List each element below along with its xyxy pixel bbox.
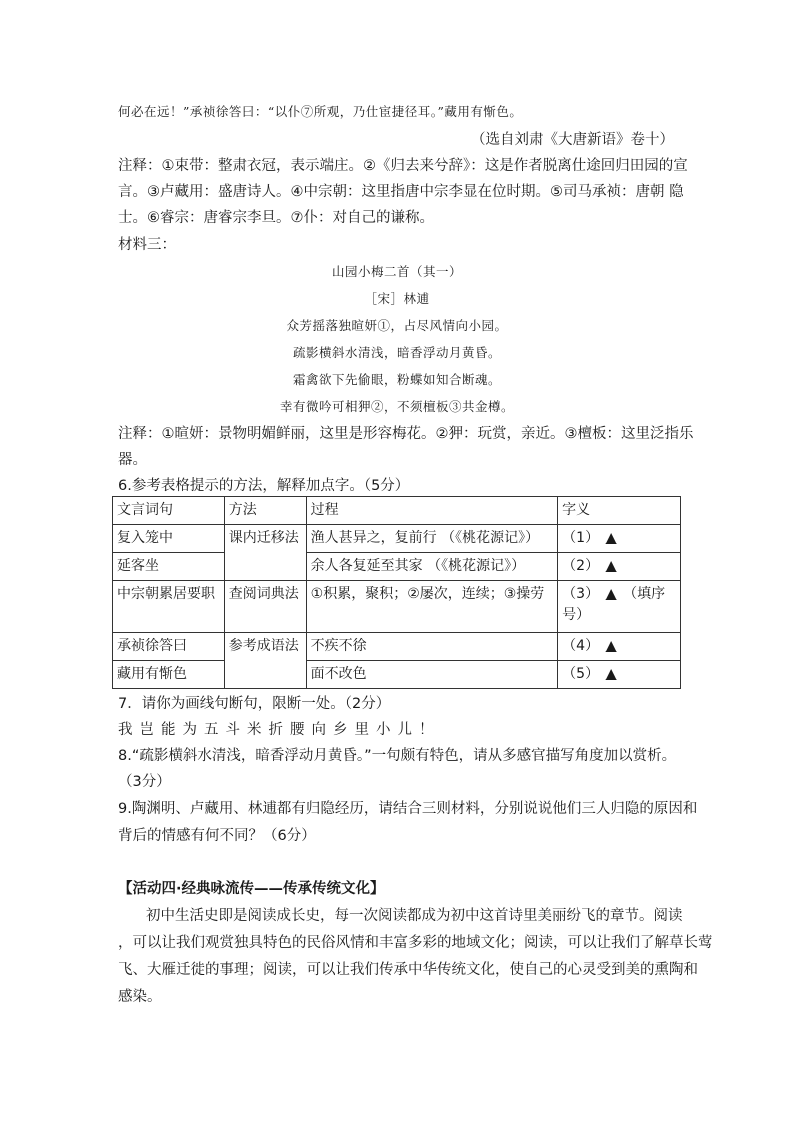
process-cell: 余人各复延至其家 （《桃花源记》） <box>306 553 558 581</box>
answer-number: （2） <box>562 558 600 574</box>
table-header: 文言词句 <box>113 497 225 525</box>
process-cell: 渔人甚异之，复前行 （《桃花源记》） <box>306 525 558 553</box>
poem-line-1: 众芳摇落独暄妍①，占尽风情向小园。 <box>286 318 508 333</box>
process-cell: 不疾不徐 <box>306 633 558 661</box>
answer-cell <box>558 553 681 581</box>
table-header: 方法 <box>224 497 306 525</box>
poem-line-4: 幸有微吟可相狎②，不须檀板③共金樽。 <box>279 399 514 414</box>
method-cell: 查阅词典法 <box>224 581 306 633</box>
activity4-para-line1: 初中生活史即是阅读成长史，每一次阅读都成为初中这首诗里美丽纷飞的章节。阅读 <box>146 908 683 924</box>
answer-blank-1[interactable]: ▲ <box>605 530 617 546</box>
q6-prompt: 6.参考表格提示的方法，解释加点字。（5分） <box>118 478 410 494</box>
activity4-para-line2: ，可以让我们观赏独具特色的民俗风情和丰富多彩的地域文化；阅读，可以让我们了解草长莺 <box>118 935 713 951</box>
material3-note-line1: 注释：①暄妍：景物明媚鲜丽，这里是形容梅花。②狎：玩赏，亲近。③檀板：这里泛指乐 <box>118 426 694 442</box>
word-cell: 承祯徐答曰 <box>113 633 225 661</box>
q7-sentence[interactable]: 我岂能为五斗米折腰向乡里小儿！ <box>118 722 441 738</box>
table-row <box>113 525 681 553</box>
table-row <box>113 553 681 581</box>
answer-number: （3） <box>562 586 600 602</box>
answer-cell <box>558 661 681 689</box>
poem-line-2: 疏影横斜水清浅，暗香浮动月黄昏。 <box>292 345 501 360</box>
table-row <box>113 581 681 633</box>
material2-source: （选自刘肃《大唐新语》卷十） <box>471 132 674 148</box>
answer-number: （5） <box>562 666 600 682</box>
material3-note-line2: 器。 <box>118 452 147 468</box>
word-cell: 藏用有惭色 <box>113 661 225 689</box>
answer-number: （1） <box>562 530 600 546</box>
material2-note-line2: 言。③卢藏用：盛唐诗人。④中宗朝：这里指唐中宗李显在位时期。⑤司马承祯：唐朝 隐 <box>118 184 684 200</box>
answer-cell <box>558 525 681 553</box>
table-header: 过程 <box>306 497 558 525</box>
table-header: 字义 <box>558 497 681 525</box>
process-cell: 面不改色 <box>306 661 558 689</box>
activity4-para-line3: 飞、大雁迁徙的事理；阅读，可以让我们传承中华传统文化，使自己的心灵受到美的熏陶和 <box>118 962 698 978</box>
answer-hint-cont: 号） <box>562 607 591 623</box>
answer-cell <box>558 633 681 661</box>
q7-prompt: 7．请你为画线句断句，限断一处。（2分） <box>118 696 391 712</box>
answer-blank-2[interactable]: ▲ <box>605 558 617 574</box>
method-cell: 课内迁移法 <box>224 525 306 581</box>
poem-title: 山园小梅二首（其一） <box>331 264 462 279</box>
vocab-table <box>112 496 681 689</box>
answer-cell <box>558 581 681 633</box>
material2-note-line3: 士。⑥睿宗：唐睿宗李旦。⑦仆：对自己的谦称。 <box>118 210 434 226</box>
word-cell-text: 复入笼中 <box>117 530 173 546</box>
answer-blank-4[interactable]: ▲ <box>605 638 617 654</box>
process-cell: ①积累，聚积；②屡次，连续；③操劳 <box>306 581 558 633</box>
table-header-row <box>113 497 681 525</box>
answer-blank-5[interactable]: ▲ <box>605 666 617 682</box>
method-cell: 参考成语法 <box>224 633 306 689</box>
material2-last-line: 何必在远！”承祯徐答曰：“以仆⑦所观，乃仕宦捷径耳。”藏用有惭色。 <box>118 104 523 119</box>
material2-note-line1: 注释：①束带：整肃衣冠，表示端庄。②《归去来兮辞》：这是作者脱离仕途回归田园的宣 <box>118 158 688 174</box>
poem-author: ［宋］林逋 <box>364 291 430 306</box>
table-row <box>113 633 681 661</box>
word-cell: 延客坐 <box>113 553 225 581</box>
poem-line-3: 霜禽欲下先偷眼，粉蝶如知合断魂。 <box>292 372 501 387</box>
material3-heading: 材料三： <box>118 237 176 253</box>
activity4-title: 【活动四·经典咏流传——传承传统文化】 <box>118 881 385 897</box>
q8-line2: （3分） <box>118 774 171 790</box>
table-row <box>113 661 681 689</box>
answer-hint: （填序 <box>623 586 666 602</box>
activity4-para-line4: 感染。 <box>118 989 162 1005</box>
q8-line1: 8.“疏影横斜水清浅，暗香浮动月黄昏。”一句颇有特色，请从多感官描写角度加以赏析。 <box>118 748 677 764</box>
answer-blank-3[interactable]: ▲ <box>605 586 617 602</box>
q9-line2: 背后的情感有何不同？（6分） <box>118 828 316 844</box>
q9-line1: 9.陶渊明、卢藏用、林逋都有归隐经历，请结合三则材料，分别说说他们三人归隐的原因和 <box>118 801 698 817</box>
answer-number: （4） <box>562 638 600 654</box>
word-cell: 中宗朝累居要职 <box>113 581 225 633</box>
word-cell <box>113 525 225 553</box>
